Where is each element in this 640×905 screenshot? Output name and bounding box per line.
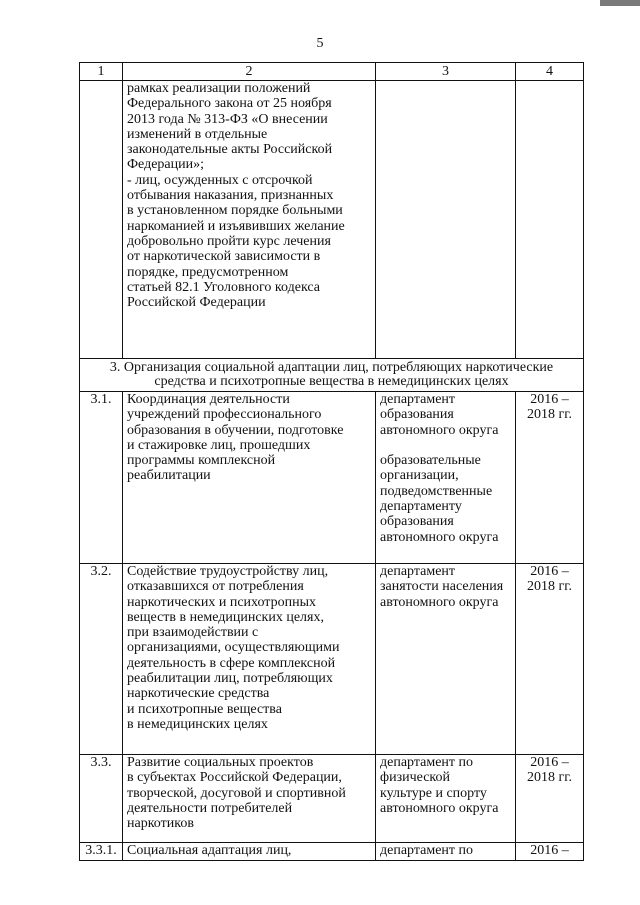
row-measure-text xyxy=(123,843,376,861)
continuation-row xyxy=(80,81,584,359)
continuation-term-cell xyxy=(516,81,584,359)
measure-line: при взаимодействии с xyxy=(127,625,259,641)
continuation-num-cell xyxy=(80,81,123,359)
section-heading-row xyxy=(80,359,584,392)
responsible-line: департамент xyxy=(380,392,456,407)
term-line: 2018 гг. xyxy=(527,407,572,423)
responsible-line: образовательные xyxy=(380,453,481,469)
continuation-line: отбывания наказания, признанных xyxy=(127,188,334,204)
measure-line: в субъектах Российской Федерации, xyxy=(127,770,342,786)
measure-line: Социальная адаптация лиц, xyxy=(127,843,292,858)
continuation-dept-cell xyxy=(376,81,516,359)
row-responsible xyxy=(376,755,516,843)
section-heading-line: 3. Организация социальной адаптации лиц, потребляющих наркотические xyxy=(109,360,554,375)
responsible-line: подведомственные xyxy=(380,483,493,499)
responsible-line: автономного округа xyxy=(380,529,499,545)
responsible-line: физической xyxy=(380,770,450,786)
row-measure-text xyxy=(123,755,376,843)
table-row xyxy=(80,755,584,843)
header-col-1: 1 xyxy=(80,63,123,81)
responsible-line: департамент по xyxy=(380,755,474,770)
measure-line: реабилитации лиц, потребляющих xyxy=(127,671,333,687)
page-number: 5 xyxy=(316,36,324,51)
responsible-line: образования xyxy=(380,407,454,423)
continuation-line: 2013 года № 313-ФЗ «О внесении xyxy=(127,111,328,127)
responsible-line: автономного округа xyxy=(380,594,499,610)
section-heading xyxy=(80,359,584,392)
row-measure-text xyxy=(123,392,376,564)
header-col-4: 4 xyxy=(516,63,584,81)
row-measure-text xyxy=(123,564,376,755)
continuation-line: Федерации»; xyxy=(127,157,205,173)
measure-line: наркотиков xyxy=(127,816,194,832)
row-number: 3.3.1. xyxy=(80,843,123,861)
row-term xyxy=(516,843,584,861)
measure-line: деятельности потребителей xyxy=(127,800,293,816)
responsible-line: образования xyxy=(380,514,454,530)
responsible-line: автономного округа xyxy=(380,422,499,438)
measure-line: наркотических и психотропных xyxy=(127,594,316,610)
measure-line: программы комплексной xyxy=(127,453,276,469)
measure-line: творческой, досуговой и спортивной xyxy=(127,785,346,801)
measure-line: Координация деятельности xyxy=(127,392,290,407)
term-line: 2018 гг. xyxy=(527,770,572,786)
table-row xyxy=(80,843,584,861)
measure-line: Содействие трудоустройству лиц, xyxy=(127,564,329,579)
responsible-line: департамент по xyxy=(380,843,474,858)
responsible-gap xyxy=(380,438,511,453)
row-number: 3.1. xyxy=(80,392,123,564)
continuation-line: добровольно пройти курс лечения xyxy=(127,233,331,249)
header-col-2: 2 xyxy=(123,63,376,81)
header-col-3: 3 xyxy=(376,63,516,81)
section-heading-line: средства и психотропные вещества в немедицинских целях xyxy=(154,374,509,389)
continuation-line: от наркотической зависимости в xyxy=(127,249,321,265)
continuation-line: законодательные акты Российской xyxy=(127,142,333,158)
measure-line: отказавшихся от потребления xyxy=(127,579,304,595)
row-term xyxy=(516,564,584,755)
measure-line: веществ в немедицинских целях, xyxy=(127,609,324,625)
responsible-line: культуре и спорту xyxy=(380,785,487,801)
measure-line: Развитие социальных проектов xyxy=(127,755,314,770)
continuation-text-cell xyxy=(123,81,376,359)
measure-line: в немедицинских целях xyxy=(127,716,268,732)
term-line: 2016 – xyxy=(530,564,569,579)
measure-line: организациями, осуществляющими xyxy=(127,640,340,656)
measure-line: наркотические средства xyxy=(127,686,270,702)
term-line: 2016 – xyxy=(530,755,569,770)
row-responsible xyxy=(376,392,516,564)
measure-line: и стажировке лиц, прошедших xyxy=(127,437,311,453)
row-number: 3.2. xyxy=(80,564,123,755)
term-line: 2018 гг. xyxy=(527,579,572,595)
continuation-line: - лиц, осужденных с отсрочкой xyxy=(127,172,313,188)
continuation-line: рамках реализации положений xyxy=(127,81,311,96)
continuation-line: наркоманией и изъявивших желание xyxy=(127,218,345,234)
responsible-line: автономного округа xyxy=(380,800,499,816)
row-responsible xyxy=(376,564,516,755)
responsible-line: департамент xyxy=(380,564,456,579)
scan-artifact-mark xyxy=(600,0,640,6)
responsible-line: организации, xyxy=(380,468,459,484)
continuation-line: в установленном порядке больными xyxy=(127,203,343,219)
responsible-line: департаменту xyxy=(380,499,462,515)
row-responsible xyxy=(376,843,516,861)
measure-line: деятельность в сфере комплексной xyxy=(127,655,336,671)
row-term xyxy=(516,755,584,843)
measure-line: реабилитации xyxy=(127,468,211,484)
row-number: 3.3. xyxy=(80,755,123,843)
table-row xyxy=(80,392,584,564)
row-term xyxy=(516,392,584,564)
table-row xyxy=(80,564,584,755)
term-line: 2016 – xyxy=(530,843,569,858)
responsible-line: занятости населения xyxy=(380,579,504,595)
term-line: 2016 – xyxy=(530,392,569,407)
continuation-line: Федерального закона от 25 ноября xyxy=(127,96,332,112)
continuation-line: порядке, предусмотренном xyxy=(127,264,289,280)
continuation-line: статьей 82.1 Уголовного кодекса xyxy=(127,279,321,295)
measure-line: и психотропные вещества xyxy=(127,701,282,717)
continuation-line: изменений в отдельные xyxy=(127,126,268,142)
measure-line: образования в обучении, подготовке xyxy=(127,422,344,438)
measure-line: учреждений профессионального xyxy=(127,407,322,423)
table-header-row xyxy=(80,63,584,81)
continuation-line: Российской Федерации xyxy=(127,295,266,311)
measures-table xyxy=(79,62,584,861)
